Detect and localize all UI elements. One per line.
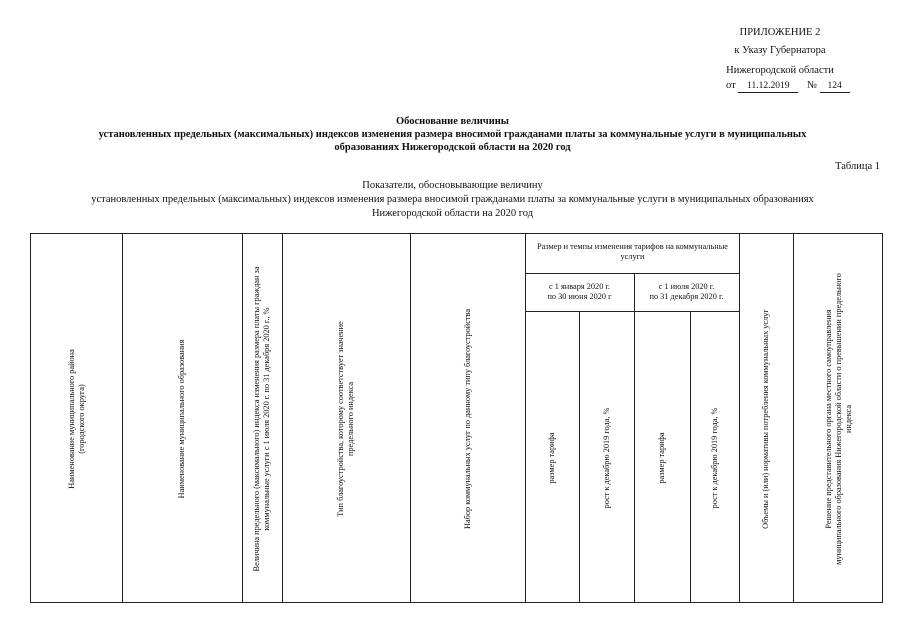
appendix-title: ПРИЛОЖЕНИЕ 2 [739,27,821,38]
header-volumes: Объемы и (или) нормативы потребления коммунальных услуг [761,309,770,529]
header-decision: Решение представительного органа местного самоуправления муниципального образования Нижегородской области о превышении предельного индекса [823,273,853,565]
header-tariff-size-second: размер тарифа [657,431,666,484]
date-prefix: от [726,80,736,91]
header-municipal-entity: Наименование муниципального образования [177,339,186,499]
indicators-table [30,233,883,603]
table-number: Таблица 1 [835,161,880,172]
appendix-date-line [726,80,850,93]
number-prefix: № [806,80,817,91]
header-improvement-type: Тип благоустройства, которому соответствует значение предельного индекса [336,321,355,517]
header-growth-first: рост к декабрю 2019 года, % [601,407,611,508]
subtitle-line3: Нижегородской области на 2020 год [371,208,534,219]
number-value: 124 [820,81,850,93]
subtitle-line1: Показатели, обосновывающие величину [362,180,543,191]
header-services-set: Набор коммунальных услуг по данному типу благоустройства [462,308,472,530]
document-title-line1: Обоснование величины [395,116,510,127]
header-tariff-size-first: размер тарифа [547,431,556,484]
subtitle-line2: установленных предельных (максимальных) индексов изменения размера вносимой гражданами платы за коммунальные услуги в муниципальных образованиях [91,194,814,205]
document-title-line3: образованиях Нижегородской области на 2020 год [334,142,571,153]
header-growth-second: рост к декабрю 2019 года, % [709,407,719,508]
header-tariffs-group: Размер и темпы изменения тарифов на коммунальные услуги [537,242,728,261]
date-value: 11.12.2019 [738,81,798,93]
table-divider [525,273,740,274]
document-title-line2: установленных предельных (максимальных) индексов изменения размера вносимой гражданами платы за коммунальные услуги в муниципальных [98,129,807,140]
header-index-value: Величина предельного (максимального) индекса изменения размера платы граждан за коммунальные услуги с 1 июля 2020 г. по 31 декабря 2020 г., % [252,266,271,572]
header-period-second-half: с 1 июля 2020 г. по 31 декабря 2020 г. [649,282,724,301]
header-period-first-half: с 1 января 2020 г. по 30 июня 2020 г [547,282,612,301]
appendix-line-decree: к Указу Губернатора [734,45,826,56]
header-municipal-district: Наименование муниципального района (городского округа) [66,349,86,489]
appendix-line-region: Нижегородской области [726,65,834,76]
